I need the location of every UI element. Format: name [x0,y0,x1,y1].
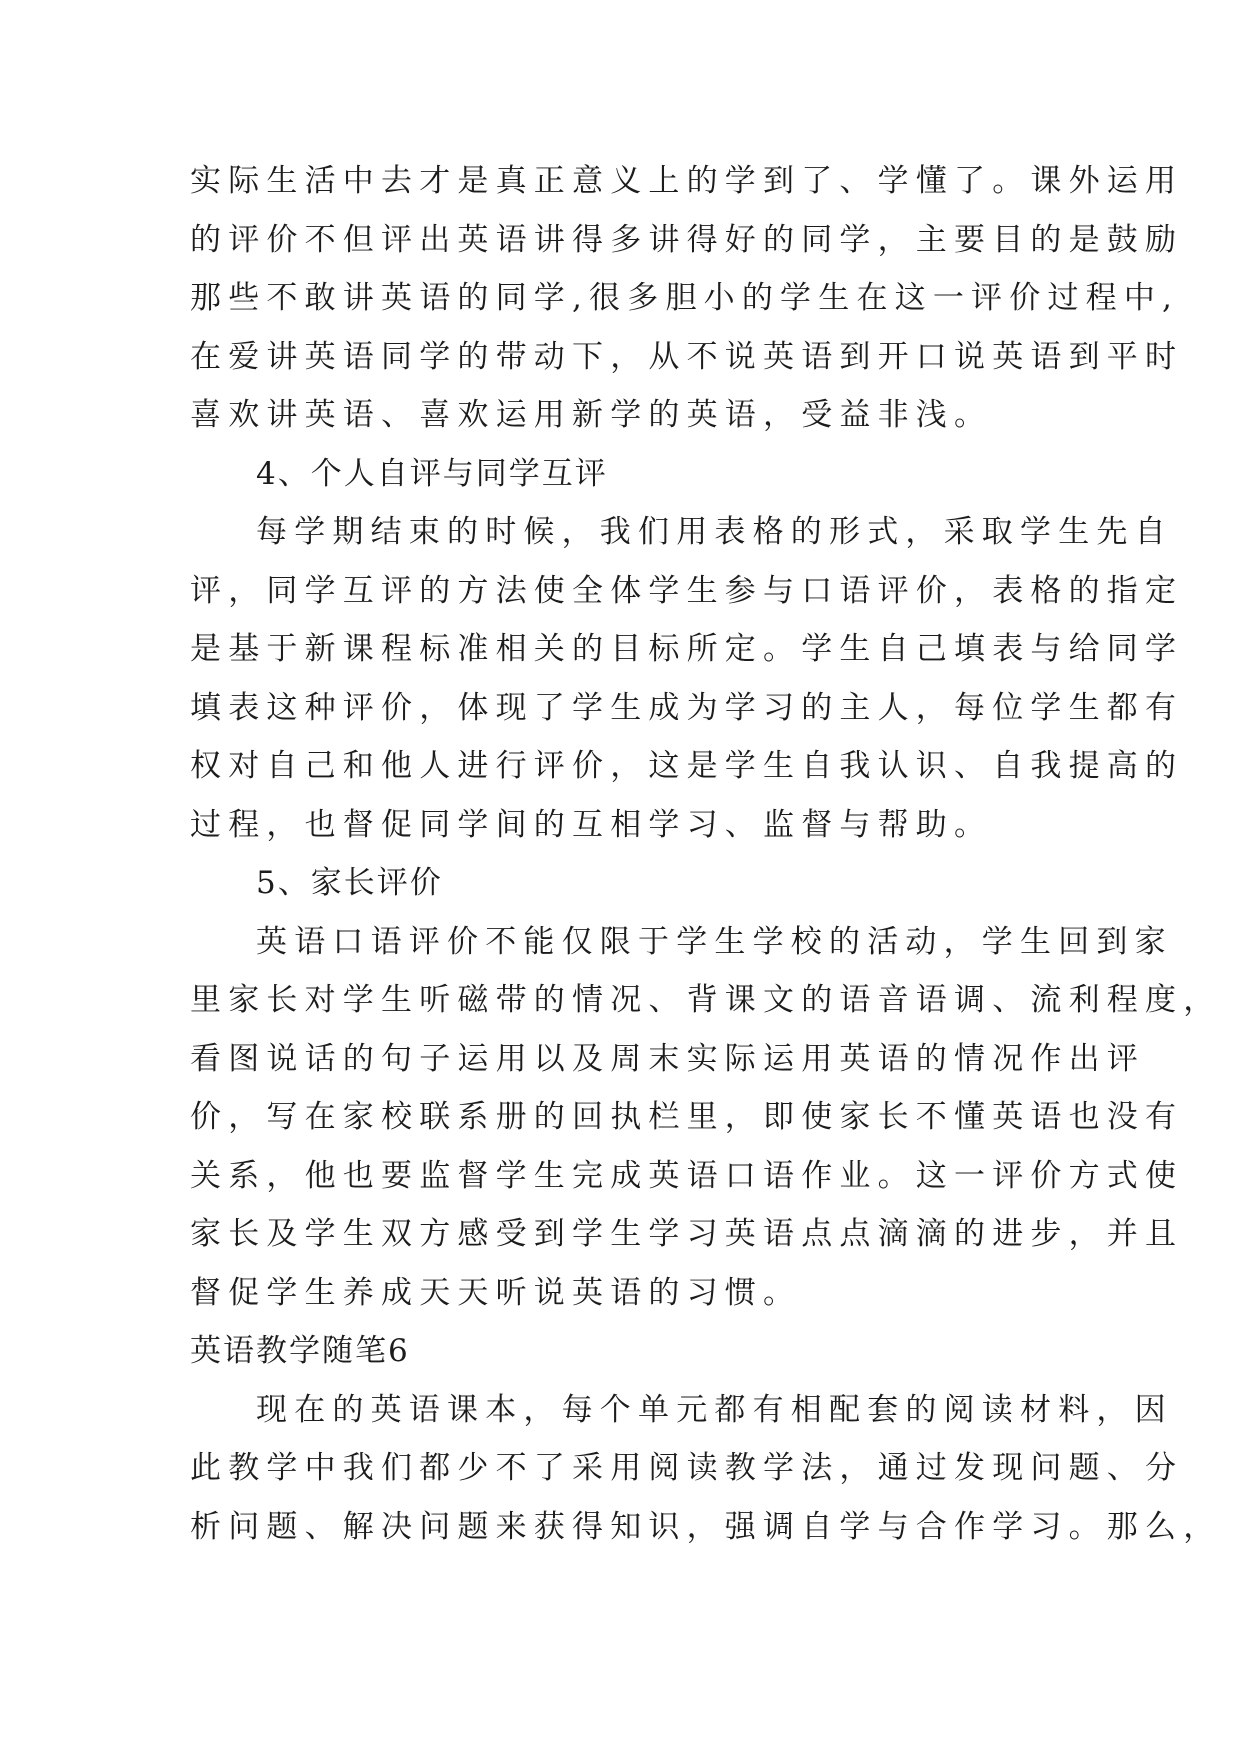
paragraph-start-line: 英语口语评价不能仅限于学生学校的活动，学生回到家 [256,923,1173,960]
text-line: 那些不敢讲英语的同学,很多胆小的学生在这一评价过程中, [190,280,1180,316]
text-line: 评，同学互评的方法使全体学生参与口语评价，表格的指定 [190,572,1184,609]
text-line: 实际生活中去才是真正意义上的学到了、学懂了。课外运用 [190,163,1184,199]
text-line: 价，写在家校联系册的回执栏里，即使家长不懂英语也没有 [190,1099,1184,1135]
text-line: 看图说话的句子运用以及周末实际运用英语的情况作出评 [190,1040,1145,1077]
text-line: 填表这种评价，体现了学生成为学习的主人，每位学生都有 [190,689,1184,726]
text-line: 里家长对学生听磁带的情况、背课文的语音语调、流利程度， [190,982,1222,1018]
text-line: 析问题、解决问题来获得知识，强调自学与合作学习。那么， [190,1508,1222,1545]
article-title: 英语教学随笔6 [190,1333,410,1369]
paragraph-start-line: 每学期结束的时候，我们用表格的形式，采取学生先自 [256,514,1173,550]
text-line: 关系，他也要监督学生完成英语口语作业。这一评价方式使 [190,1157,1184,1194]
text-line: 喜欢讲英语、喜欢运用新学的英语，受益非浅。 [190,397,993,433]
text-line: 是基于新课程标准相关的目标所定。学生自己填表与给同学 [190,631,1184,667]
document-body [190,152,1222,1556]
text-line: 过程，也督促同学间的互相学习、监督与帮助。 [190,806,993,843]
text-line: 在爱讲英语同学的带动下，从不说英语到开口说英语到平时 [190,338,1184,375]
text-line: 的评价不但评出英语讲得多讲得好的同学，主要目的是鼓励 [190,221,1184,258]
text-line: 家长及学生双方感受到学生学习英语点点滴滴的进步，并且 [190,1216,1184,1252]
paragraph-start-line: 现在的英语课本，每个单元都有相配套的阅读材料，因 [256,1391,1173,1428]
text-line: 此教学中我们都少不了采用阅读教学法，通过发现问题、分 [190,1450,1184,1486]
text-line: 权对自己和他人进行评价，这是学生自我认识、自我提高的 [190,748,1184,784]
text-line: 督促学生养成天天听说英语的习惯。 [190,1274,802,1311]
section-heading: 5、家长评价 [256,865,443,901]
section-heading: 4、个人自评与同学互评 [256,455,608,492]
